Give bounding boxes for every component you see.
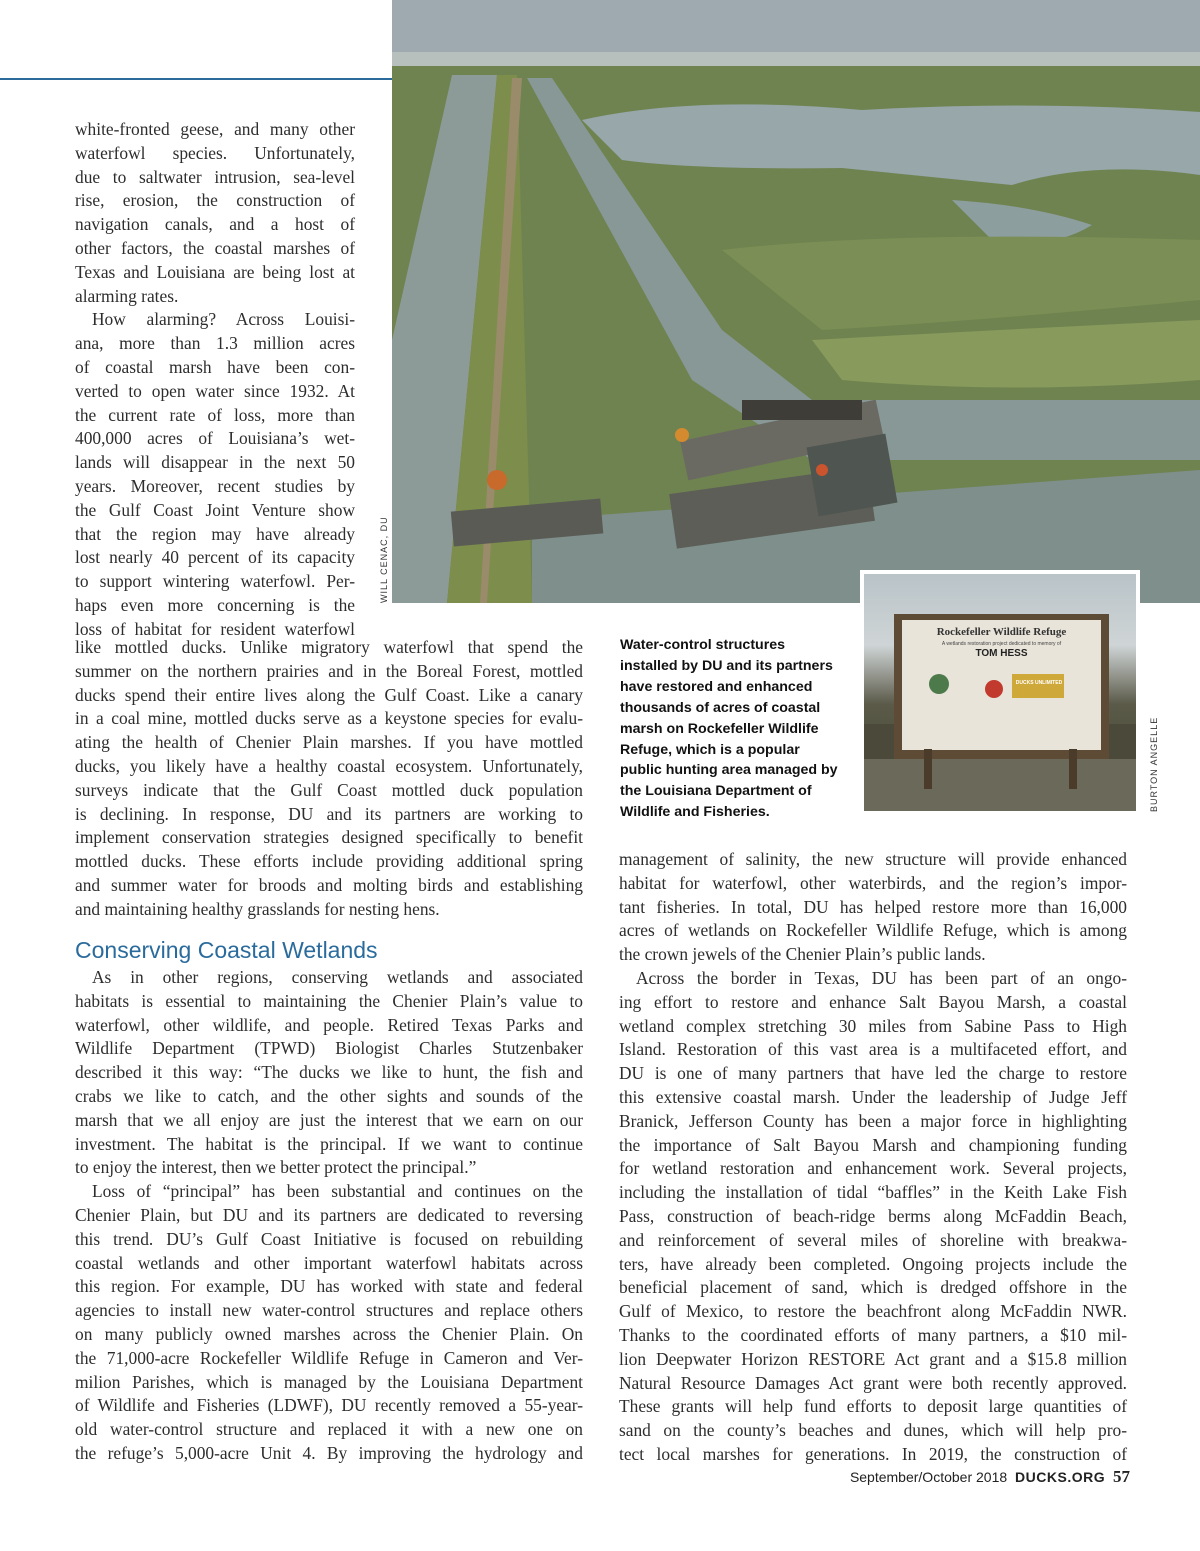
sign-photo-drawing: [864, 574, 1136, 811]
sign-title: Rockefeller Wildlife Refuge: [936, 626, 1067, 638]
text-line: Thanks to the coordinated efforts of many partners, a $10 mil-: [619, 1325, 1127, 1345]
text-line: wetland complex stretching 30 miles from Sabine Pass to High: [619, 1015, 1127, 1036]
text-line: DU is one of many partners that have led the charge to restore: [619, 1063, 1127, 1084]
footer-issue: September/October 2018: [849, 1469, 1008, 1485]
text-line: the refuge’s 5,000-acre Unit 4. By improving the hydrology and: [75, 1443, 583, 1463]
text-line: Natural Resource Damages Act grant were both recently approved.: [619, 1372, 1127, 1393]
text-line: is declining. In response, DU and its partners are working to: [75, 803, 583, 824]
text-line: How alarming? Across Louisi-: [92, 309, 355, 330]
text-line: other factors, the coastal marshes of: [75, 238, 355, 258]
text-line: to enjoy the interest, then we better protect the principal.”: [75, 1157, 477, 1178]
text-line: Pass, construction of beach-ridge berms along McFaddin Beach,: [619, 1206, 1127, 1226]
text-line: Island. Restoration of this vast area is a multifaceted effort, and: [619, 1039, 1127, 1060]
sign-photo-credit: BURTON ANGELLE: [1149, 716, 1159, 812]
text-line: beneficial placement of sand, which is dredged offshore in the: [619, 1277, 1127, 1298]
aerial-photo-drawing: [392, 0, 1200, 603]
text-line: surveys indicate that the Gulf Coast mottled duck population: [75, 779, 583, 800]
text-line: implement conservation strategies designed specifically to benefit: [75, 827, 583, 848]
text-line: lion Deepwater Horizon RESTORE Act grant and a $15.8 million: [619, 1348, 1127, 1369]
text-line: marsh that we all enjoy are just the interest that we earn on our: [75, 1109, 583, 1130]
text-line: tect local marshes for generations. In 2019, the construction of: [619, 1444, 1127, 1464]
sign-name: TOM HESS: [975, 648, 1028, 659]
text-line: milion Parishes, which is managed by the Louisiana Department: [75, 1371, 583, 1392]
text-line: 400,000 acres of Louisiana’s wet-: [75, 428, 355, 449]
header-rule: [0, 78, 392, 80]
text-line: for wetland restoration and enhancement work. Several projects,: [619, 1158, 1127, 1179]
text-line: crabs we like to catch, and the other sights and sounds of the: [75, 1086, 583, 1106]
text-line: waterfowl, other wildlife, and people. Retired Texas Parks and: [75, 1014, 583, 1035]
text-line: summer on the northern prairies and in the Boreal Forest, mottled: [75, 660, 583, 681]
text-line: that the region may have already: [75, 523, 355, 544]
text-line: coastal wetlands and other important waterfowl habitats across: [75, 1252, 583, 1273]
text-line: the Gulf Coast Joint Venture show: [75, 499, 355, 520]
aerial-marsh-photo: [392, 0, 1200, 603]
text-line: ing effort to restore and enhance Salt Bayou Marsh, a coastal: [619, 991, 1127, 1012]
section-heading: Conserving Coastal Wetlands: [75, 937, 378, 963]
text-line: Texas and Louisiana are being lost at: [75, 261, 355, 282]
text-line: ducks, you likely have a healthy coastal ecosystem. Unfortunately,: [75, 756, 583, 776]
text-line: habitat for waterfowl, other waterbirds, and the region’s impor-: [619, 872, 1127, 893]
text-line: on many publicly owned marshes across the Chenier Plain. On: [75, 1324, 583, 1344]
text-line: navigation canals, and a host of: [75, 214, 355, 235]
page-footer: [850, 1467, 1130, 1487]
text-line: agencies to install new water-control structures and replace others: [75, 1300, 583, 1321]
text-line: ters, have already been completed. Ongoing projects include the: [619, 1253, 1127, 1274]
text-line: years. Moreover, recent studies by: [75, 476, 355, 496]
text-line: tant fisheries. In total, DU has helped restore more than 16,000: [619, 896, 1127, 917]
text-line: Branick, Jefferson County has been a major force in highlighting: [619, 1110, 1127, 1131]
text-line: These grants will help fund efforts to deposit large quantities of: [619, 1396, 1127, 1417]
text-line: management of salinity, the new structure will provide enhanced: [619, 849, 1127, 869]
text-line: acres of wetlands on Rockefeller Wildlife Refuge, which is among: [619, 920, 1127, 941]
text-line: and maintaining healthy grasslands for nesting hens.: [75, 898, 440, 919]
text-line: and summer water for broods and molting birds and establishing: [75, 875, 583, 895]
text-line: sand on the county’s beaches and dunes, which will help pro-: [619, 1420, 1127, 1441]
text-line: Wildlife Department (TPWD) Biologist Charles Stutzenbaker: [75, 1038, 583, 1059]
text-line: rise, erosion, the construction of: [75, 190, 355, 211]
page-number: 57: [1113, 1467, 1130, 1486]
text-line: Gulf of Mexico, to restore the beachfront along McFaddin NWR.: [619, 1301, 1127, 1322]
text-line: described it this way: “The ducks we like to hunt, the fish and: [75, 1062, 583, 1083]
text-line: habitats is essential to maintaining the Chenier Plain’s value to: [75, 990, 583, 1011]
text-line: the importance of Salt Bayou Marsh and championing funding: [619, 1134, 1127, 1155]
text-line: alarming rates.: [75, 285, 179, 306]
text-line: Loss of “principal” has been substantial and continues on the: [92, 1181, 583, 1202]
sign-subtitle: A wetlands restoration project dedicated to memory of: [941, 641, 1062, 647]
text-line: the current rate of loss, more than: [75, 404, 355, 425]
text-line: Across the border in Texas, DU has been part of an ongo-: [636, 968, 1127, 988]
text-line: old water-control structure and replaced it with a new one on: [75, 1419, 583, 1440]
text-line: due to saltwater intrusion, sea-level: [75, 166, 355, 187]
text-line: ana, more than 1.3 million acres: [75, 333, 355, 354]
text-line: to support wintering waterfowl. Per-: [75, 571, 355, 592]
text-line: this trend. DU’s Gulf Coast Initiative is focused on rebuilding: [75, 1228, 583, 1249]
text-line: ating the health of Chenier Plain marshes. If you have mottled: [75, 732, 583, 753]
text-line: like mottled ducks. Unlike migratory waterfowl that spend the: [75, 637, 583, 657]
sign-partner-logo-text: DUCKS UNLIMITED: [1015, 680, 1063, 686]
text-line: haps even more concerning is the: [75, 595, 355, 615]
text-line: mottled ducks. These efforts include providing additional spring: [75, 851, 583, 872]
text-line: this extensive coastal marsh. Under the leadership of Judge Jeff: [619, 1087, 1127, 1107]
text-line: and reinforcement of several miles of shoreline with breakwa-: [619, 1229, 1127, 1250]
text-line: loss of habitat for resident waterfowl: [75, 618, 355, 639]
text-line: waterfowl species. Unfortunately,: [75, 142, 355, 163]
text-line: lost nearly 40 percent of its capacity: [75, 547, 355, 568]
footer-site: DUCKS.ORG: [1015, 1469, 1106, 1485]
text-line: lands will disappear in the next 50: [75, 452, 355, 473]
text-line: in a coal mine, mottled ducks serve as a keystone species for evalu-: [75, 708, 583, 729]
text-line: Chenier Plain, but DU and its partners are dedicated to reversing: [75, 1205, 583, 1225]
refuge-sign-photo: [860, 570, 1140, 815]
text-line: ducks spend their entire lives along the Gulf Coast. Like a canary: [75, 684, 583, 705]
text-line: the 71,000-acre Rockefeller Wildlife Refuge in Cameron and Ver-: [75, 1347, 583, 1368]
text-line: white-fronted geese, and many other: [75, 119, 355, 139]
text-line: As in other regions, conserving wetlands and associated: [92, 967, 583, 987]
text-line: this region. For example, DU has worked with state and federal: [75, 1276, 583, 1297]
text-line: investment. The habitat is the principal. If we want to continue: [75, 1133, 583, 1154]
text-line: of Wildlife and Fisheries (LDWF), DU recently removed a 55-year-: [75, 1395, 583, 1416]
text-line: the crown jewels of the Chenier Plain’s public lands.: [619, 944, 986, 965]
text-line: verted to open water since 1932. At: [75, 380, 355, 401]
text-line: of coastal marsh have been con-: [75, 357, 355, 377]
aerial-photo-credit: WILL CENAC, DU: [379, 516, 389, 603]
photo-caption: Water-control structures installed by DU and its partners have restored and enhanced thousands of acres of coastal marsh on Rockefeller Wildlife Refuge, which is a popular public hunting area managed by the Louisiana Department of Wildlife and Fisheries.: [620, 637, 838, 821]
text-line: including the installation of tidal “baffles” in the Keith Lake Fish: [619, 1182, 1127, 1203]
